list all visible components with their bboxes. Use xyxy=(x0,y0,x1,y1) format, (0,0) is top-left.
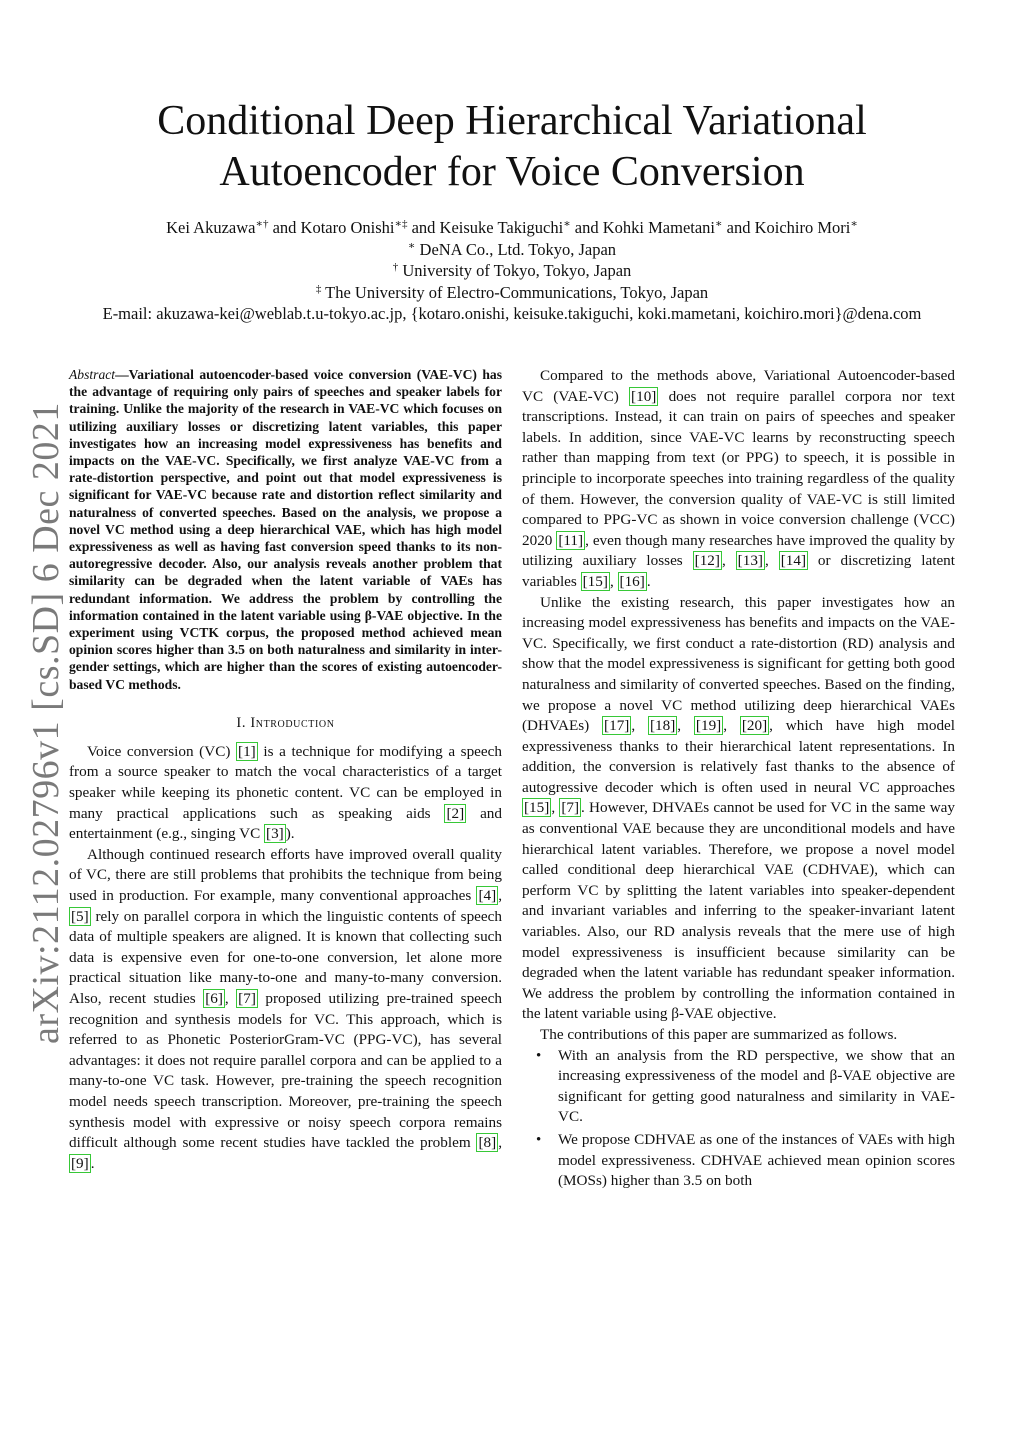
citation-link[interactable]: [7] xyxy=(561,799,580,817)
affiliation-text: The University of Electro-Communications, Tokyo, Japan xyxy=(325,282,709,302)
affiliation-mark: ∗† xyxy=(255,218,269,230)
text-run: ). xyxy=(285,825,295,843)
citation-link[interactable]: [15] xyxy=(582,572,608,590)
section-title: Introduction xyxy=(250,714,335,731)
intro-paragraph-3 xyxy=(522,366,955,593)
author-conjunction: and xyxy=(574,218,599,237)
affiliation-1 xyxy=(40,239,984,261)
text-run: , xyxy=(551,799,560,817)
text-run: , xyxy=(764,552,779,570)
author-name: Koichiro Mori xyxy=(754,218,851,237)
author-name: Kotaro Onishi xyxy=(300,218,395,237)
list-item-text: We propose CDHVAE as one of the instances of VAEs with high model expressiveness. CDHVAE achieved mean opinion scores (MOSs) higher than 3.5 on both xyxy=(558,1130,955,1190)
text-run: Unlike the existing research, this paper investigates how an increasing model expressiveness has benefits and impacts on the VAE-VC. Specifically, we first conduct a rate-distortion (RD) analysis and show that the model expressiveness is significant for getting both good naturalness and similarity of converted speeches. Based on the finding, we propose a novel VC method utilizing deep hierarchical VAEs (DHVAEs) xyxy=(522,593,955,735)
author-conjunction: and xyxy=(726,218,751,237)
bullet-icon: • xyxy=(536,1131,542,1148)
affiliation-mark: ‡ xyxy=(315,282,322,295)
paper-title xyxy=(100,96,924,198)
citation-link[interactable]: [15] xyxy=(524,799,550,817)
text-run: , which have high model expressiveness thanks to their hierarchical latent representations. In addition, the conversion is relatively fast thanks to the absence of autogressive decoder which is often used in neural VC approaches xyxy=(522,717,956,796)
title-line-2: Autoencoder for Voice Conversion xyxy=(219,149,805,195)
affiliation-mark: ∗‡ xyxy=(394,218,408,230)
text-run: . xyxy=(90,1154,95,1172)
text-run: Voice conversion (VC) xyxy=(87,742,237,760)
affiliation-mark: ∗ xyxy=(715,218,723,230)
text-run: does not require parallel corpora nor text transcriptions. Instead, it can train on pairs of speeches and speaker labels. In addition, since VAE-VC learns by reconstructing speech rather than mapping from text (or PPG) to speech, it is possible in principle to incorporate speeches into training regardless of the quality of them. However, the conversion quality of VAE-VC is still limited compared to PPG-VC as shown in voice conversion challenge (VCC) 2020 xyxy=(522,387,955,549)
affiliation-text: DeNA Co., Ltd. Tokyo, Japan xyxy=(419,239,617,259)
affiliation-mark: ∗ xyxy=(850,218,858,230)
author-conjunction: and xyxy=(272,218,297,237)
citation-link[interactable]: [16] xyxy=(619,572,645,590)
text-run: and entertainment (e.g., singing VC xyxy=(69,804,502,843)
text-run: , xyxy=(609,572,618,590)
citation-link[interactable]: [3] xyxy=(266,825,284,843)
text-run: or discretizing latent variables xyxy=(522,552,955,590)
citation-link[interactable]: [12] xyxy=(694,552,720,570)
author-name: Kohki Mametani xyxy=(602,218,716,237)
text-run: , xyxy=(723,717,740,735)
text-run: , xyxy=(631,717,648,735)
citation-link[interactable]: [5] xyxy=(71,907,89,925)
citation-link[interactable]: [13] xyxy=(737,552,763,570)
citation-link[interactable]: [19] xyxy=(695,717,722,735)
citation-link[interactable]: [10] xyxy=(631,387,657,405)
citation-link[interactable]: [1] xyxy=(238,742,256,760)
contributions-intro: The contributions of this paper are summarized as follows. xyxy=(540,1026,898,1043)
text-run: , xyxy=(721,552,736,570)
text-run: rely on parallel corpora in which the linguistic contents of speech data of multiple speakers are aligned. It is known that collecting such data is expensive even for one-to-one conversion, let alone more practical situation like many-to-one and many-to-many conversion. Also, recent studies xyxy=(69,907,502,1007)
text-run: , xyxy=(677,717,694,735)
affiliation-text: University of Tokyo, Tokyo, Japan xyxy=(402,261,632,280)
citation-link[interactable]: [20] xyxy=(741,717,768,735)
intro-paragraph-2 xyxy=(69,845,502,1175)
arxiv-identifier: arXiv:2112.02796v1 [cs.SD] 6 Dec 2021 xyxy=(25,402,67,1044)
citation-link[interactable]: [18] xyxy=(649,717,676,735)
abstract-text: —Variational autoencoder-based voice conversion (VAE-VC) has the advantage of requiring only pairs of speeches and speaker labels for training. Unlike the majority of the research in VAE-VC which focuses on utilizing auxiliary losses or discretizing latent variables, this paper investigates how an increasing model expressiveness has benefits and impacts on the VAE-VC. Specifically, we first analyze VAE-VC from a rate-distortion perspective, and point out that model expressiveness is significant for VAE-VC because rate and distortion reflect similarity and naturalness of converted speeches. Based on the analysis, we propose a novel VC method using a deep hierarchical VAE, which has high model expressiveness as well as having fast conversion speed thanks to its non-autoregressive decoder. Also, our analysis reveals another problem that similarity can be degraded when the latent variable of VAEs has redundant information. We address the problem by controlling the information contained in the latent variable using β-VAE objective. In the experiment using VCTK corpus, the proposed method achieved mean opinion scores higher than 3.5 on both naturalness and similarity in inter-gender settings, which are higher than the scores of existing autoencoder-based VC methods. xyxy=(69,367,502,692)
affiliation-2 xyxy=(40,260,984,282)
text-run: proposed utilizing pre-trained speech recognition and synthesis models for VC. This approach, which is referred to as Phonetic PosteriorGram-VC (PPG-VC), has several advantages: it does not require parallel corpora and can be applied to a many-to-one VC task. However, pre-training the speech recognition model needs speech transcription. Moreover, pre-training the speech synthesis model with expressive or noisy speech corpora remains difficult although some recent studies have tackled the problem xyxy=(69,989,502,1152)
text-run: , xyxy=(224,989,237,1007)
intro-paragraph-1 xyxy=(69,742,502,845)
list-item xyxy=(522,1130,955,1192)
right-column xyxy=(522,366,955,1194)
citation-link[interactable]: [7] xyxy=(238,989,256,1007)
text-run: . xyxy=(646,572,651,590)
affiliation-3 xyxy=(40,282,984,304)
citation-link[interactable]: [8] xyxy=(478,1134,497,1152)
text-run: is a technique for modifying a speech from a source speaker to match the vocal characteristics of a target speaker while keeping its phonetic content. VC can be employed in many practical applications such as speaking aids xyxy=(69,742,503,822)
title-line-1: Conditional Deep Hierarchical Variational xyxy=(157,98,867,144)
author-name: Keisuke Takiguchi xyxy=(439,218,564,237)
left-column xyxy=(69,366,502,1174)
list-item xyxy=(522,1046,955,1128)
text-run: Although continued research efforts have improved overall quality of VC, there are still problems that prohibits the technique from being used in production. For example, many conventional approaches xyxy=(69,845,502,905)
email-line: E-mail: akuzawa-kei@weblab.t.u-tokyo.ac.jp, {kotaro.onishi, keisuke.takiguchi, koki.mametani, koichiro.mori}@dena.com xyxy=(102,304,922,323)
author-block xyxy=(40,217,984,325)
section-number: I. xyxy=(236,714,247,731)
bullet-icon: • xyxy=(536,1047,542,1064)
author-names xyxy=(40,217,984,239)
citation-link[interactable]: [14] xyxy=(780,552,807,570)
abstract xyxy=(69,366,502,693)
citation-link[interactable]: [2] xyxy=(446,804,465,822)
text-run: , xyxy=(498,1134,502,1152)
abstract-label: Abstract xyxy=(69,367,116,382)
affiliation-mark: ∗ xyxy=(407,239,416,252)
citation-link[interactable]: [4] xyxy=(478,887,497,905)
section-heading-introduction xyxy=(69,715,502,732)
author-conjunction: and xyxy=(411,218,436,237)
contributions-list xyxy=(522,1046,955,1192)
author-name: Kei Akuzawa xyxy=(166,218,256,237)
text-run: , xyxy=(498,887,502,905)
affiliation-mark: † xyxy=(392,261,399,273)
text-run: Compared to the methods above, Variational Autoencoder-based VC (VAE-VC) xyxy=(522,367,955,405)
citation-link[interactable]: [9] xyxy=(71,1154,89,1172)
affiliation-mark: ∗ xyxy=(563,218,571,230)
citation-link[interactable]: [17] xyxy=(604,717,630,735)
text-run: . However, DHVAEs cannot be used for VC in the same way as conventional VAE because they are unconditional models and have hierarchical latent variables. Therefore, we propose a novel model called conditional deep hierarchical VAE (CDHVAE), which can perform VC by splitting the latent variables into speaker-dependent and invariant variables and inferring to the speaker-invariant latent variables. Also, our RD analysis reveals that the mere use of high model expressiveness is insufficient because similarity can be degraded when the latent variable has redundant speaker information. We address the problem by controlling the information contained in the latent variable using β-VAE objective. xyxy=(522,799,956,1023)
list-item-text: With an analysis from the RD perspective, we show that an increasing expressiveness of the model and β-VAE objective are significant for getting good naturalness and similarity in VAE-VC. xyxy=(558,1046,955,1126)
intro-paragraph-4 xyxy=(522,593,955,1025)
text-run: , even though many researches have improved the quality by utilizing auxiliary losses xyxy=(522,531,956,570)
citation-link[interactable]: [11] xyxy=(558,531,584,549)
citation-link[interactable]: [6] xyxy=(205,989,223,1007)
